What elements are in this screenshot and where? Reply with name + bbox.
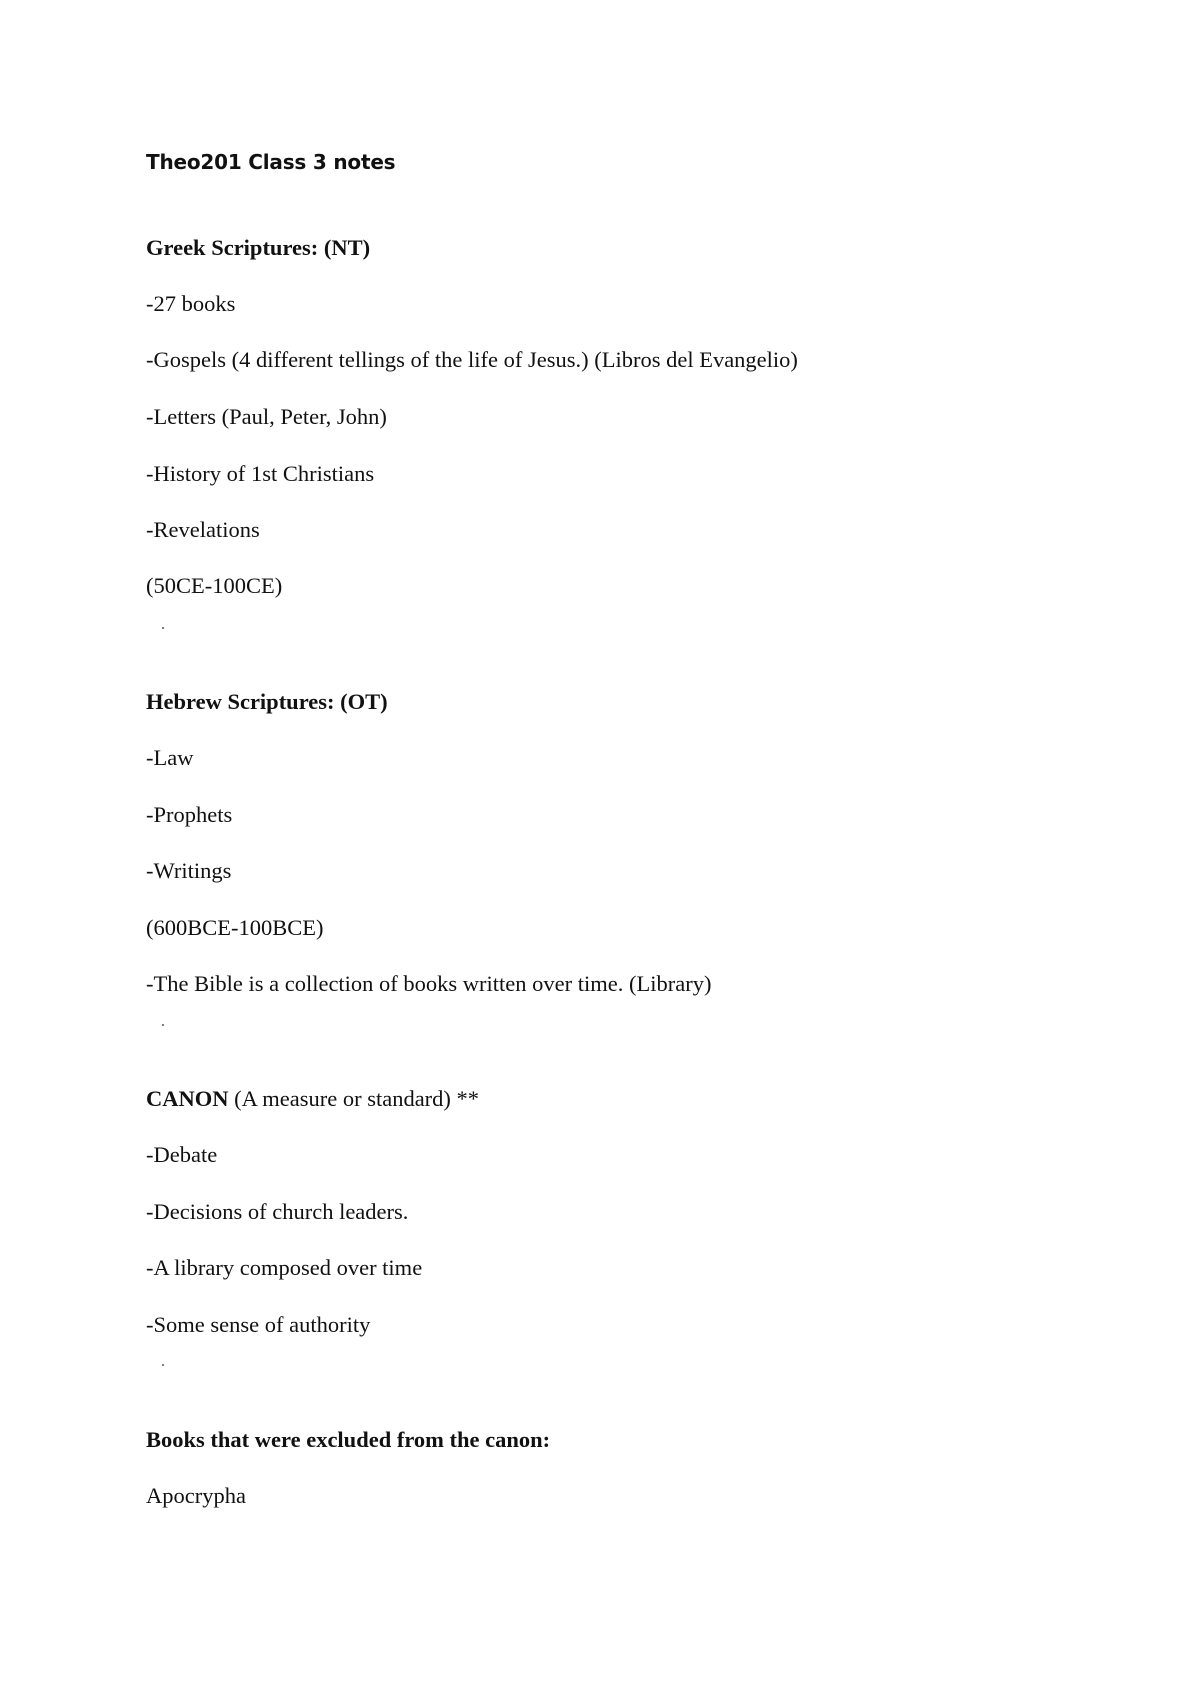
hebrew-scriptures-heading: Hebrew Scriptures: (OT) bbox=[146, 689, 388, 714]
greek-item-books: -27 books bbox=[146, 291, 236, 316]
greek-item-history: -History of 1st Christians bbox=[146, 461, 375, 486]
empty-bullet-marker bbox=[162, 627, 164, 629]
greek-item-gospels: -Gospels (4 different tellings of the life of Jesus.) (Libros del Evangelio) bbox=[146, 347, 798, 372]
greek-item-letters: -Letters (Paul, Peter, John) bbox=[146, 404, 387, 429]
greek-item-dates: (50CE-100CE) bbox=[146, 573, 283, 598]
greek-item-revelations: -Revelations bbox=[146, 517, 260, 542]
hebrew-item-prophets: -Prophets bbox=[146, 802, 233, 827]
canon-heading-term: CANON bbox=[146, 1086, 229, 1111]
hebrew-item-writings: -Writings bbox=[146, 858, 232, 883]
canon-item-library: -A library composed over time bbox=[146, 1255, 423, 1280]
canon-heading bbox=[146, 1085, 479, 1113]
canon-item-debate: -Debate bbox=[146, 1142, 218, 1167]
hebrew-item-law: -Law bbox=[146, 745, 194, 770]
canon-heading-definition: (A measure or standard) ** bbox=[228, 1086, 480, 1111]
excluded-item-apocrypha: Apocrypha bbox=[146, 1483, 246, 1508]
empty-bullet-marker bbox=[162, 1364, 164, 1366]
canon-item-decisions: -Decisions of church leaders. bbox=[146, 1199, 409, 1224]
excluded-books-heading: Books that were excluded from the canon: bbox=[146, 1427, 551, 1452]
canon-item-authority: -Some sense of authority bbox=[146, 1312, 371, 1337]
hebrew-item-bible-collection: -The Bible is a collection of books written over time. (Library) bbox=[146, 971, 712, 996]
empty-bullet-marker bbox=[162, 1024, 164, 1026]
greek-scriptures-heading: Greek Scriptures: (NT) bbox=[146, 235, 371, 260]
hebrew-item-dates: (600BCE-100BCE) bbox=[146, 915, 324, 940]
document-title: Theo201 Class 3 notes bbox=[146, 150, 396, 174]
